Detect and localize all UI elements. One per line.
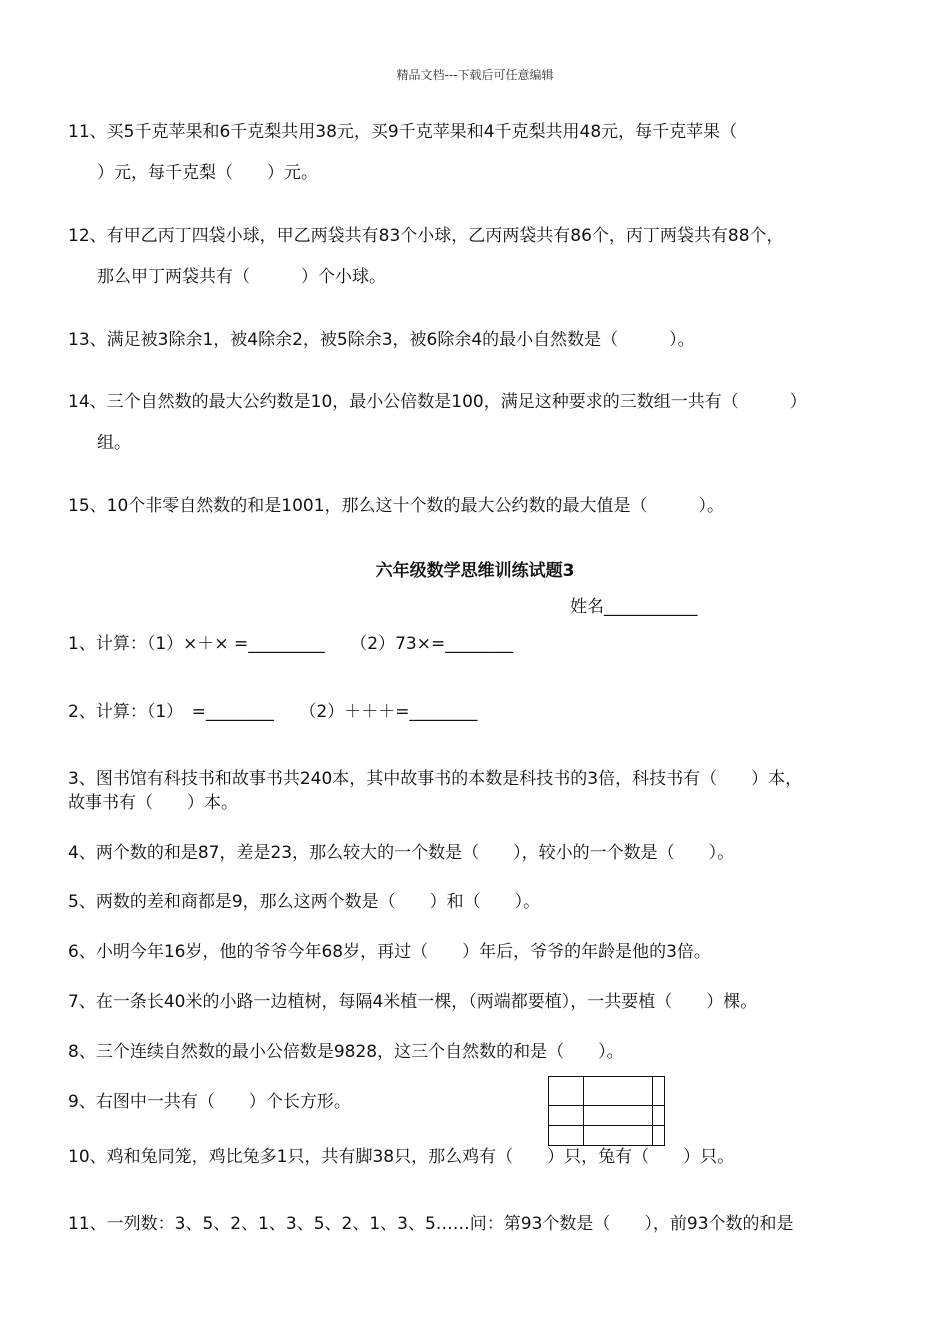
q2-7: 7、在一条长40米的小路一边植树，每隔4米植一棵，（两端都要植），一共要植（ ）棵。 [68, 992, 758, 1012]
q2-3-line-2: 故事书有（ ）本。 [68, 793, 238, 813]
question-14-line-2: 组。 [97, 433, 131, 453]
question-12-line-2: 那么甲丁两袋共有（ ）个小球。 [97, 267, 386, 287]
question-14-line-1: 14、三个自然数的最大公约数是10，最小公倍数是100，满足这种要求的三数组一共有（ ） [68, 392, 807, 412]
question-12-line-1: 12、有甲乙丙丁四袋小球，甲乙两袋共有83个小球，乙丙两袋共有86个，丙丁两袋共有88个， [68, 226, 784, 246]
question-11-line-2: ）元，每千克梨（ ）元。 [97, 163, 318, 183]
question-15: 15、10个非零自然数的和是1001，那么这十个数的最大公约数的最大值是（ ）。 [68, 496, 725, 516]
question-11-line-1: 11、买5千克苹果和6千克梨共用38元，买9千克苹果和4千克梨共用48元，每千克苹果（ [68, 122, 738, 142]
q2-2: 2、计算：（1） =________ （2）＋＋＋=________ [68, 702, 478, 722]
q2-8: 8、三个连续自然数的最小公倍数是9828，这三个自然数的和是（ ）。 [68, 1042, 624, 1062]
grid-horizontal-line [549, 1105, 664, 1106]
question-13: 13、满足被3除余1，被4除余2，被5除余3，被6除余4的最小自然数是（ ）。 [68, 330, 695, 350]
rectangle-grid-figure [548, 1076, 665, 1146]
grid-vertical-line [583, 1077, 584, 1145]
q2-10: 10、鸡和兔同笼，鸡比兔多1只，共有脚38只，那么鸡有（ ）只，兔有（ ）只。 [68, 1147, 735, 1167]
q2-9: 9、右图中一共有（ ）个长方形。 [68, 1092, 351, 1112]
q2-1: 1、计算：（1）×＋× =_________ （2）73×=________ [68, 634, 514, 654]
page-header: 精品文档---下载后可任意编辑 [396, 68, 554, 82]
q2-6: 6、小明今年16岁，他的爷爷今年68岁，再过（ ）年后，爷爷的年龄是他的3倍。 [68, 942, 711, 962]
section-title: 六年级数学思维训练试题3 [375, 561, 575, 581]
q2-11: 11、一列数：3、5、2、1、3、5、2、1、3、5……问：第93个数是（ ），前93个数的和是 [68, 1214, 794, 1234]
name-field: 姓名___________ [570, 597, 698, 617]
q2-3-line-1: 3、图书馆有科技书和故事书共240本，其中故事书的本数是科技书的3倍，科技书有（ ）本， [68, 769, 803, 789]
q2-5: 5、两数的差和商都是9，那么这两个数是（ ）和（ ）。 [68, 892, 541, 912]
grid-vertical-line [652, 1077, 653, 1145]
q2-4: 4、两个数的和是87，差是23，那么较大的一个数是（ ），较小的一个数是（ ）。 [68, 843, 735, 863]
grid-horizontal-line [549, 1125, 664, 1126]
